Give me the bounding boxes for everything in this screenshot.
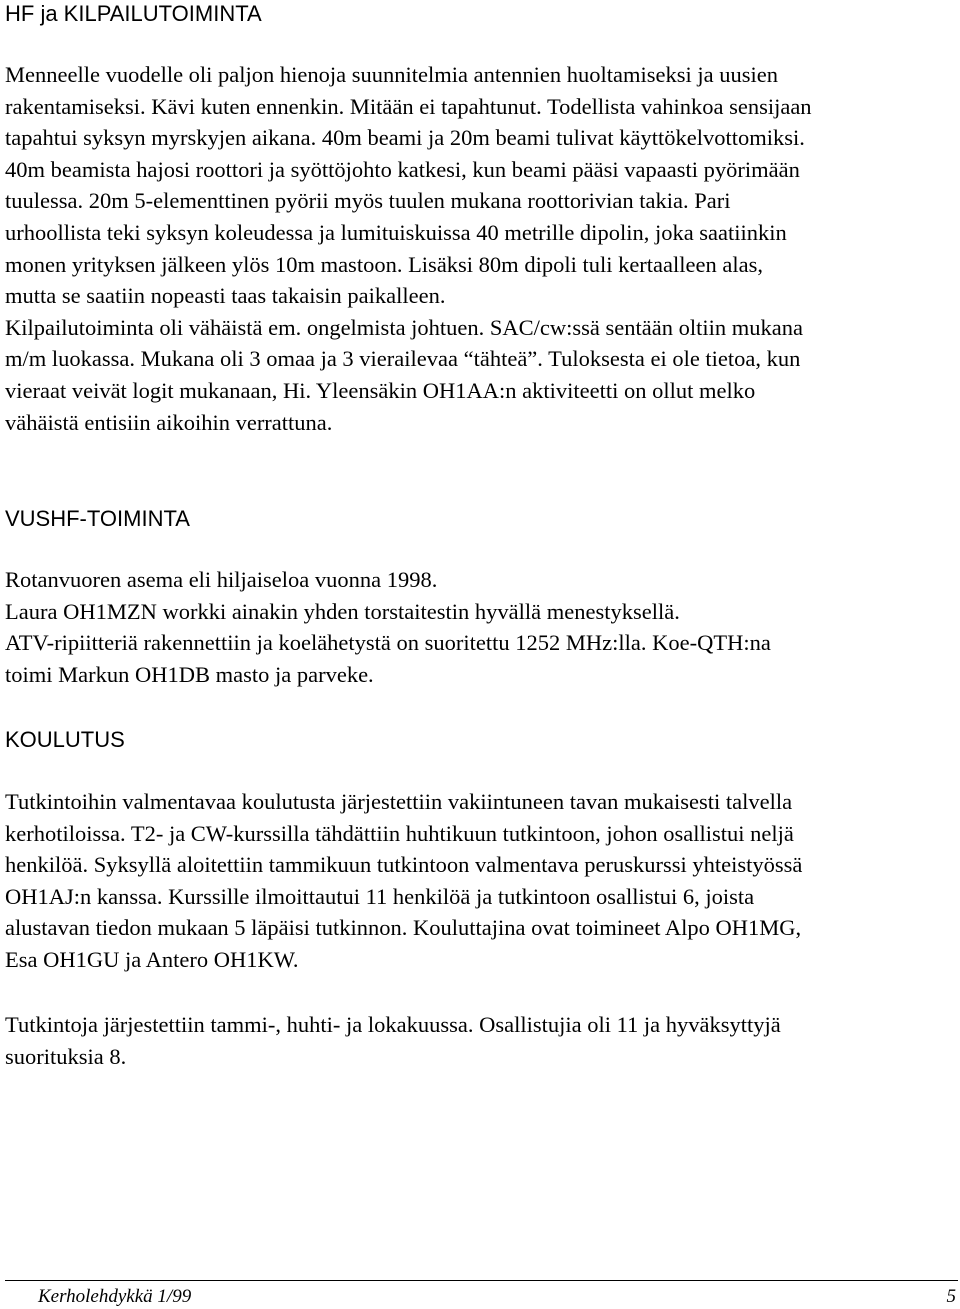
text-line: kerhotiloissa. T2- ja CW-kurssilla tähdättiin huhtikuun tutkintoon, johon osallistui neljä — [5, 820, 794, 846]
text-line: tapahtui syksyn myrskyjen aikana. 40m beami ja 20m beami tulivat käyttökelvottomiksi. — [5, 125, 805, 151]
text-line: ATV-ripiitteriä rakennettiin ja koelähetystä on suoritettu 1252 MHz:lla. Koe-QTH:na — [5, 630, 771, 656]
text-line: OH1AJ:n kanssa. Kurssille ilmoittautui 11 henkilöä ja tutkintoon osallistui 6, joista — [5, 883, 755, 909]
paragraph-hf — [5, 59, 950, 438]
footer-page-number: 5 — [946, 1286, 956, 1307]
text-line: henkilöä. Syksyllä aloitettiin tammikuun tutkintoon valmentava peruskurssi yhteistyössä — [5, 852, 803, 878]
text-line: vähäistä entisiin aikoihin verrattuna. — [5, 409, 333, 435]
text-line: Rotanvuoren asema eli hiljaiseloa vuonna 1998. — [5, 567, 438, 592]
footer-divider — [5, 1280, 958, 1281]
text-line: tuulessa. 20m 5-elementtinen pyörii myös tuulen mukana roottorivian takia. Pari — [5, 188, 731, 214]
text-line: Menneelle vuodelle oli paljon hienoja suunnitelmia antennien huoltamiseksi ja uusien — [5, 62, 778, 87]
text-line: monen yrityksen jälkeen ylös 10m mastoon. Lisäksi 80m dipoli tuli kertaalleen alas, — [5, 251, 763, 277]
section-heading-vushf: VUSHF-TOIMINTA — [5, 506, 190, 531]
text-line: 40m beamista hajosi roottori ja syöttöjohto katkesi, kun beami pääsi vapaasti pyörimään — [5, 156, 800, 182]
text-line: mutta se saatiin nopeasti taas takaisin paikalleen. — [5, 283, 446, 309]
text-line: toimi Markun OH1DB masto ja parveke. — [5, 661, 374, 687]
text-line: urhoollista teki syksyn koleudessa ja lumituiskuissa 40 metrille dipolin, joka saatiinkin — [5, 219, 787, 245]
text-line: Tutkintoja järjestettiin tammi-, huhti- ja lokakuussa. Osallistujia oli 11 ja hyväksyttyjä — [5, 1012, 781, 1037]
text-line: Kilpailutoiminta oli vähäistä em. ongelmista johtuen. SAC/cw:ssä sentään oltiin mukana — [5, 314, 803, 340]
paragraph-koulutus-2 — [5, 1009, 950, 1072]
text-line: rakentamiseksi. Kävi kuten ennenkin. Mitään ei tapahtunut. Todellista vahinkoa sensijaan — [5, 93, 812, 119]
text-line: Esa OH1GU ja Antero OH1KW. — [5, 946, 299, 972]
text-line: m/m luokassa. Mukana oli 3 omaa ja 3 vierailevaa “tähteä”. Tuloksesta ei ole tietoa, kun — [5, 346, 801, 372]
text-line: suorituksia 8. — [5, 1043, 127, 1069]
text-line: alustavan tiedon mukaan 5 läpäisi tutkinnon. Kouluttajina ovat toimineet Alpo OH1MG, — [5, 915, 802, 941]
text-line: vieraat veivät logit mukanaan, Hi. Yleensäkin OH1AA:n aktiviteetti on ollut melko — [5, 377, 756, 403]
paragraph-koulutus-1 — [5, 786, 950, 976]
text-line: Tutkintoihin valmentavaa koulutusta järjestettiin vakiintuneen tavan mukaisesti talvella — [5, 789, 793, 814]
footer-publication-title: Kerholehdykkä 1/99 — [38, 1286, 192, 1307]
paragraph-vushf — [5, 564, 950, 690]
section-heading-hf: HF ja KILPAILUTOIMINTA — [5, 1, 262, 26]
text-line: Laura OH1MZN workki ainakin yhden torstaitestin hyvällä menestyksellä. — [5, 598, 680, 624]
section-heading-koulutus: KOULUTUS — [5, 727, 125, 752]
